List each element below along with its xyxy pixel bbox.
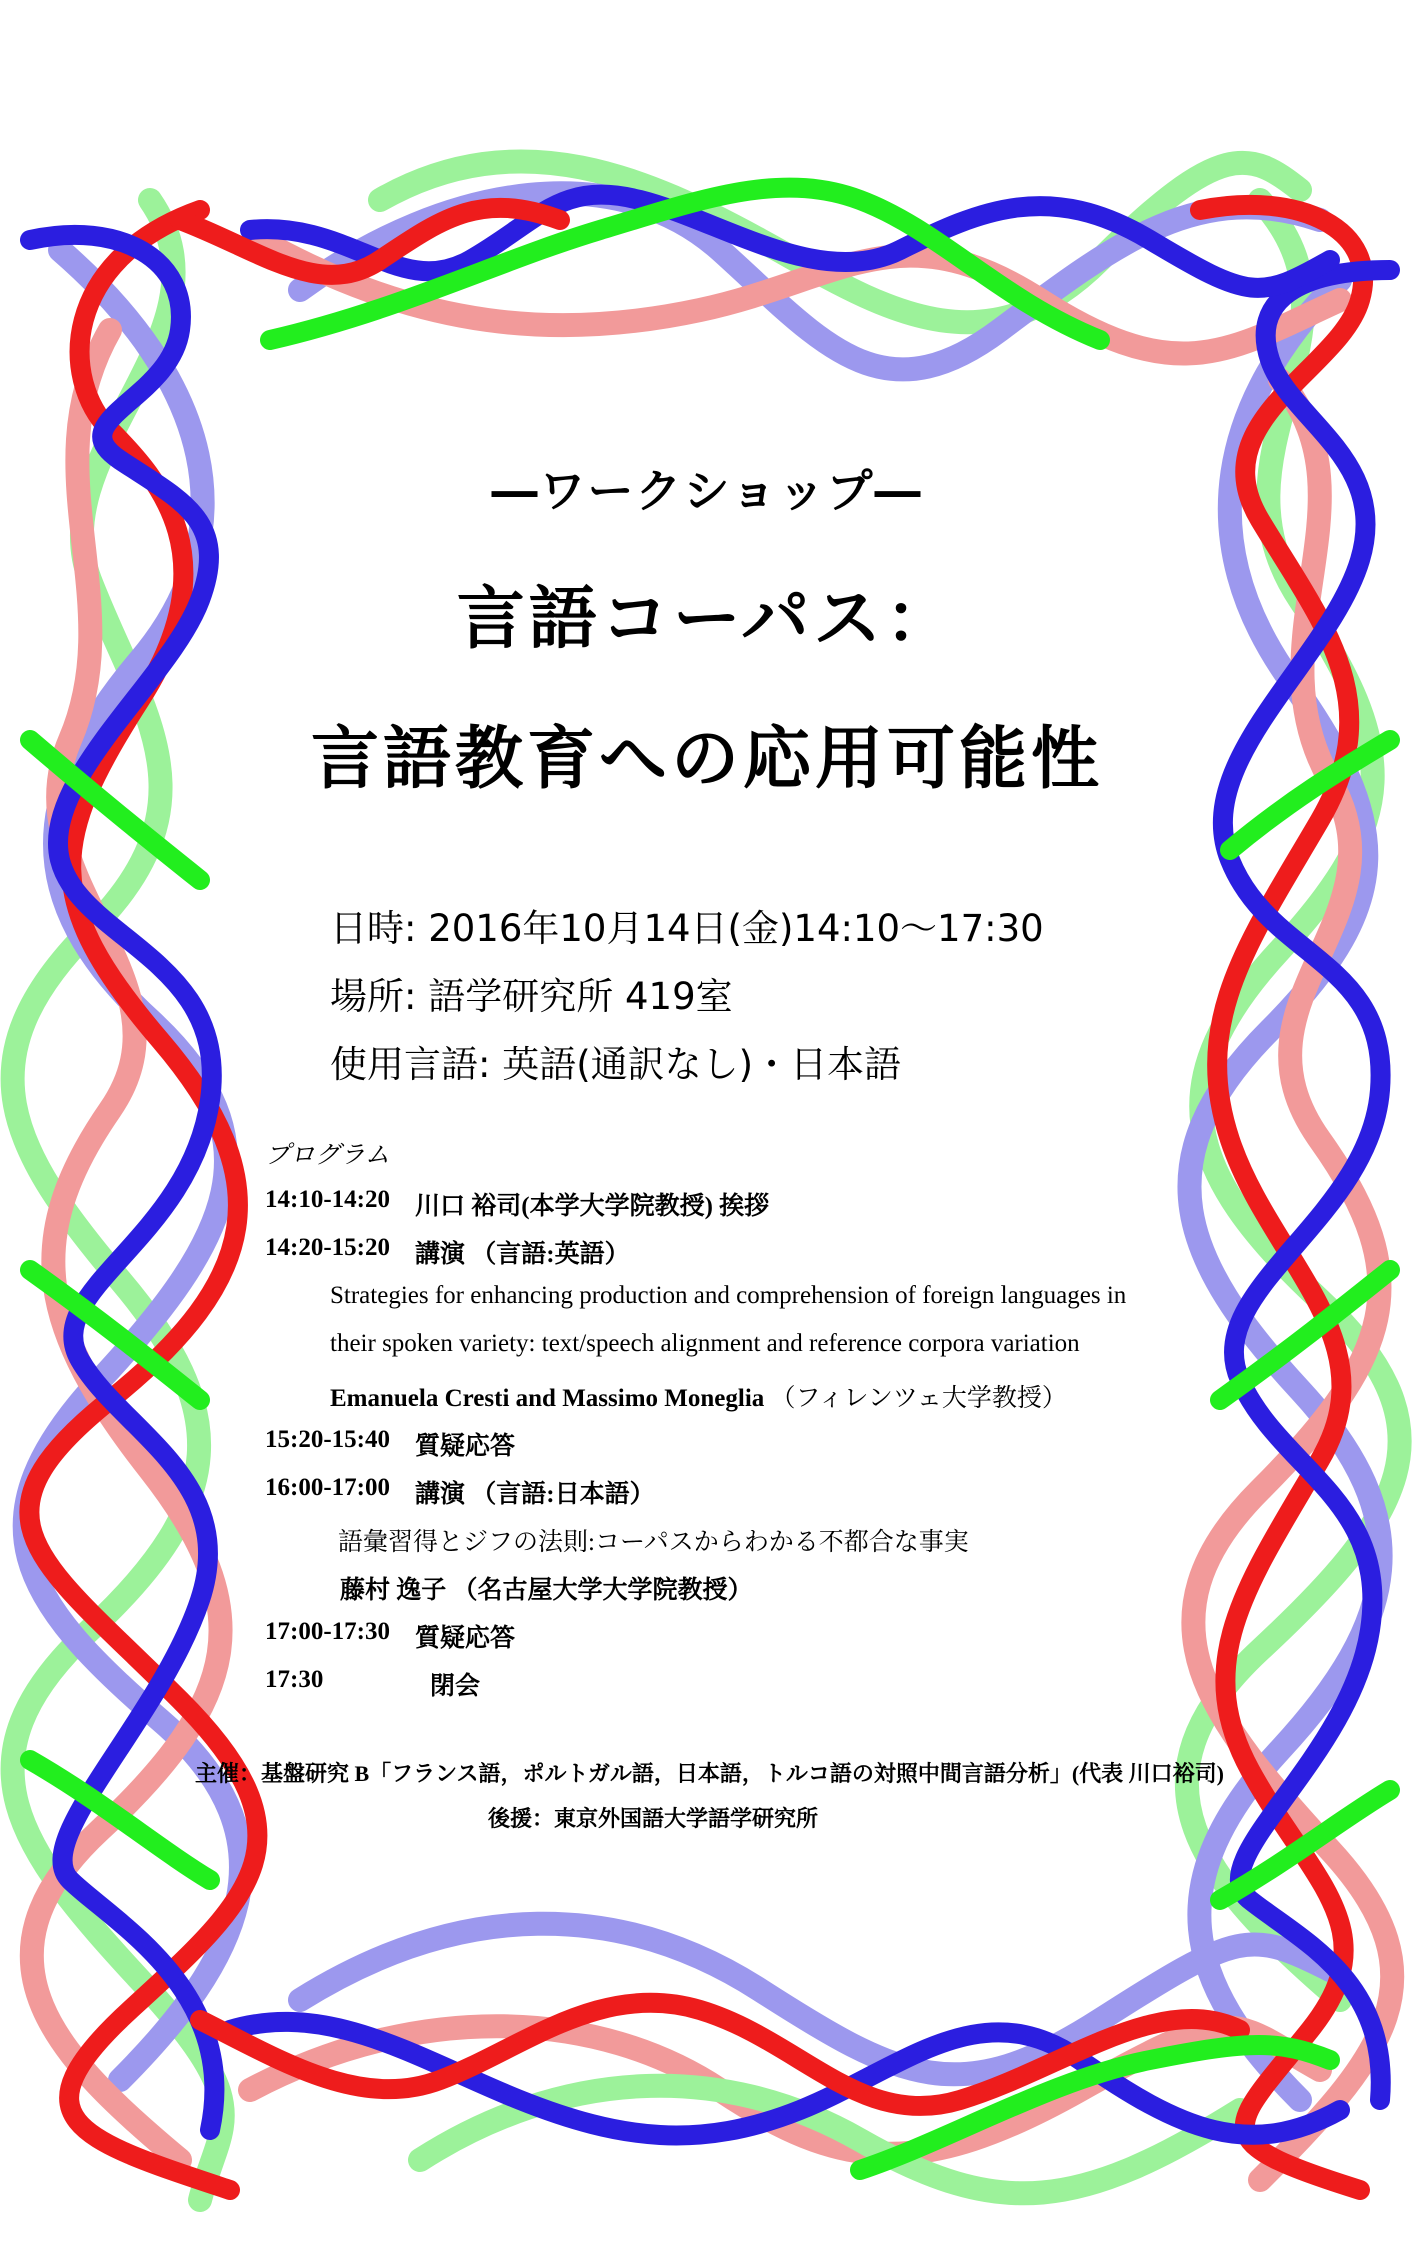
program-text-1: 川口 裕司(本学大学院教授) 挨拶 xyxy=(415,1193,770,1220)
program-text-2: 講演 （言語:英語） xyxy=(415,1241,630,1268)
title-line-2: 言語教育への応用可能性 xyxy=(310,720,1103,799)
supporter-line: 後援：東京外国語大学語学研究所 xyxy=(488,1806,819,1831)
program-time-3: 15:20-15:40 xyxy=(265,1426,390,1453)
event-language: 使用言語: 英語(通訳なし)・日本語 xyxy=(330,1043,902,1086)
talk1-speaker-names: Emanuela Cresti and Massimo Moneglia xyxy=(330,1385,765,1412)
organizer-line: 主催：基盤研究 B「フランス語，ポルトガル語，日本語，トルコ語の対照中間言語分析」(代表 川口裕司) xyxy=(195,1761,1225,1786)
program-time-2: 14:20-15:20 xyxy=(265,1234,390,1261)
program-time-1: 14:10-14:20 xyxy=(265,1186,390,1213)
program-text-6: 閉会 xyxy=(430,1673,481,1700)
talk1-speakers xyxy=(330,1378,1067,1414)
program-time-5: 17:00-17:30 xyxy=(265,1618,390,1645)
program-text-4: 講演 （言語:日本語） xyxy=(415,1481,655,1508)
program-text-3: 質疑応答 xyxy=(415,1433,516,1460)
program-time-6: 17:30 xyxy=(265,1666,324,1693)
talk2-title: 語彙習得とジフの法則:コーパスからわかる不都合な事実 xyxy=(338,1529,969,1556)
talk1-title-line-1: Strategies for enhancing production and comprehension of foreign languages in xyxy=(330,1282,1127,1309)
talk1-title-line-2: their spoken variety: text/speech alignment and reference corpora variation xyxy=(330,1330,1080,1357)
event-place: 場所: 語学研究所 419室 xyxy=(330,975,733,1018)
title-line-1: 言語コーパス： xyxy=(456,580,958,659)
talk1-affiliation: （フィレンツェ大学教授） xyxy=(770,1385,1067,1412)
program-time-4: 16:00-17:00 xyxy=(265,1474,390,1501)
event-date: 日時: 2016年10月14日(金)14:10～17:30 xyxy=(330,907,1044,950)
talk2-speaker: 藤村 逸子 （名古屋大学大学院教授） xyxy=(340,1577,753,1604)
workshop-subtitle: ―ワークショップ― xyxy=(491,464,923,518)
program-text-5: 質疑応答 xyxy=(415,1625,516,1652)
program-heading: プログラム xyxy=(265,1142,390,1169)
